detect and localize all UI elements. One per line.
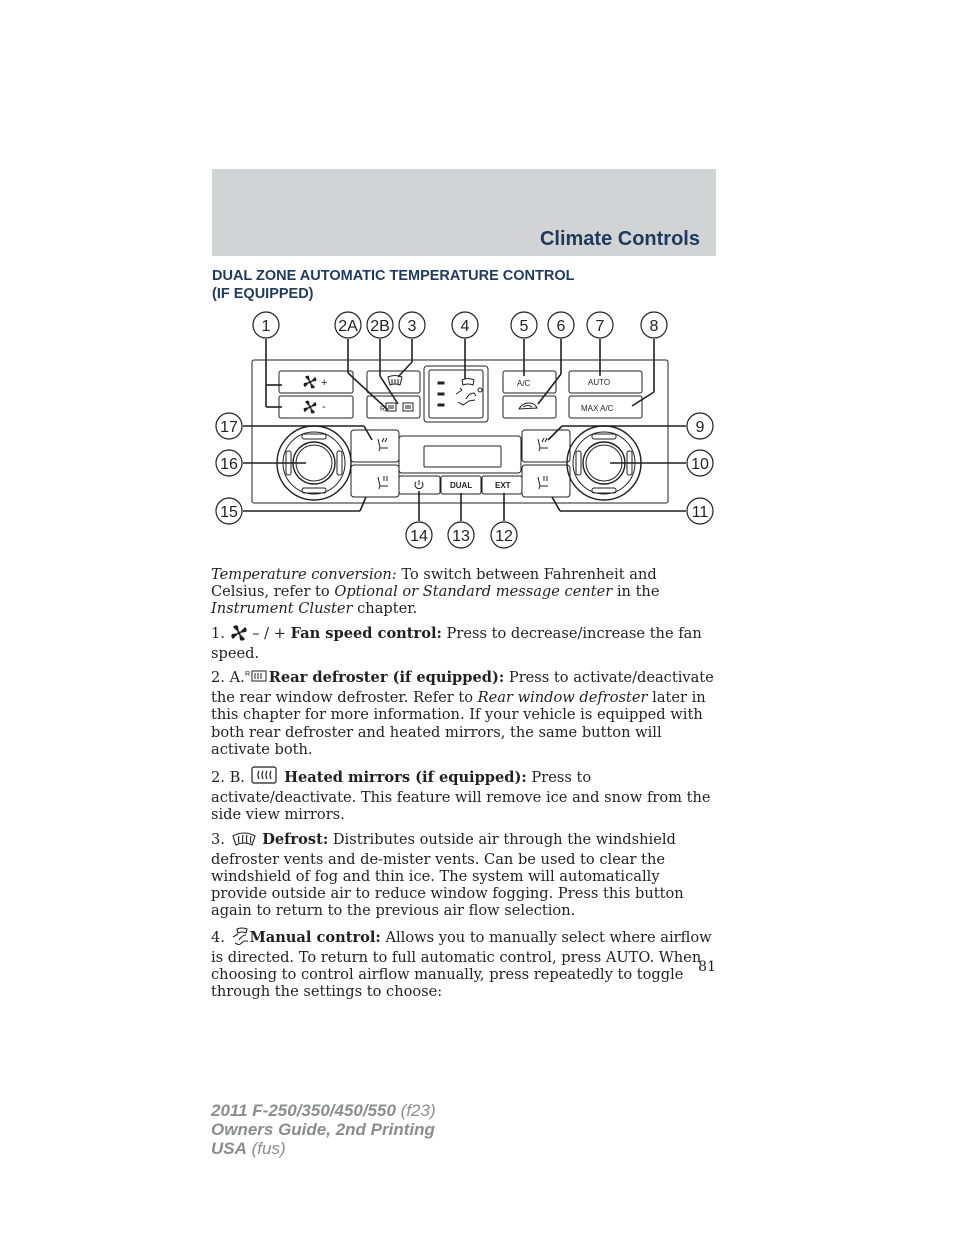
callout-label: 2B — [370, 318, 390, 335]
heated-mirror-icon — [403, 403, 413, 411]
callout-label: 6 — [556, 318, 566, 335]
ac-label: A/C — [517, 379, 531, 388]
passenger-heated-seat-button[interactable] — [522, 430, 570, 462]
heated-mirrors-paragraph: 2. B. Heated mirrors (if equipped): Press to activate/deactivate. This feature will remove ice and snow from the side view mirrors. — [211, 765, 717, 824]
fan-speed-paragraph: 1. – / + Fan speed control: Press to decrease/increase the fan speed. — [211, 624, 702, 662]
heated-mirror-icon — [250, 765, 280, 789]
fan-increase-button[interactable] — [279, 371, 353, 393]
footer-line1: 2011 F-250/350/450/550 (f23) — [211, 1101, 436, 1120]
callout-label: 12 — [495, 528, 513, 545]
callout-label: 7 — [595, 318, 605, 335]
page-number: 81 — [698, 959, 716, 975]
callout-label: 8 — [649, 318, 659, 335]
footer-line2: Owners Guide, 2nd Printing — [211, 1120, 435, 1139]
manual-airflow-icon — [230, 927, 250, 949]
callout-label: 5 — [519, 318, 529, 335]
manual-control-paragraph: 4. Manual control: Allows you to manually select where airflow is directed. To return to full automatic control, press AUTO. When choosing to control airflow manually, press repeatedly to toggle through the settings to choose: — [211, 928, 712, 1001]
callout-label: 1 — [261, 318, 271, 335]
callout-label: 16 — [220, 456, 238, 473]
fan-decrease-button[interactable] — [279, 396, 353, 418]
defrost-icon — [388, 376, 402, 386]
callout-label: 11 — [691, 504, 709, 521]
manual-airflow-icon — [456, 379, 476, 406]
defrost-icon — [230, 831, 258, 851]
callout-label: 2A — [338, 318, 358, 335]
passenger-cooled-seat-button[interactable] — [522, 465, 570, 497]
footer — [211, 1101, 436, 1158]
driver-heated-seat-button[interactable] — [351, 430, 399, 462]
callout-label: 9 — [695, 419, 705, 436]
fan-plus-label: + — [321, 377, 328, 389]
fan-minus-label: - — [322, 401, 326, 413]
page-title: Climate Controls — [539, 228, 700, 250]
climate-control-diagram — [206, 306, 726, 552]
header-band — [212, 169, 716, 256]
defrost-button[interactable] — [367, 371, 420, 393]
callout-label: 14 — [410, 528, 428, 545]
callout-label: 13 — [452, 528, 470, 545]
callout-label: 10 — [691, 456, 709, 473]
rear-defroster-paragraph: 2. A. R Rear defroster (if equipped): Press to activate/deactivate the rear window defroster. Refer to Rear window defroster later in this chapter for more information. If your vehicle is equipped with both rear defroster and heated mirrors, the same button will activate both. — [211, 669, 714, 758]
max-ac-label: MAX A/C — [581, 404, 614, 413]
callout-label: 4 — [460, 318, 470, 335]
fan-icon — [304, 376, 317, 414]
body-text — [211, 566, 717, 1007]
defrost-paragraph: 3. Defrost: Distributes outside air through the windshield defroster vents and de-mister vents. Can be used to clear the windshield of fog and thin ice. The system will automatically provide outside air to reduce window fogging. Press this button again to return to the previous air flow selection. — [211, 830, 684, 920]
auto-label: AUTO — [588, 378, 611, 387]
rear-defrost-icon — [245, 669, 269, 689]
recirculate-icon — [519, 403, 537, 409]
callout-label: 3 — [407, 318, 417, 335]
fan-icon — [230, 625, 248, 645]
rear-r-label: R — [380, 406, 386, 413]
svg-text:R: R — [244, 671, 250, 679]
power-icon — [415, 480, 423, 489]
footer-line3: USA (fus) — [211, 1139, 286, 1158]
section-heading — [212, 267, 732, 303]
temperature-conversion-paragraph: Temperature conversion: To switch between Fahrenheit and Celsius, refer to Optional or Standard message center in the Instrument Cluster chapter. — [211, 566, 660, 618]
section-heading-line1: DUAL ZONE AUTOMATIC TEMPERATURE CONTROL — [212, 268, 575, 284]
dual-label: DUAL — [450, 481, 473, 490]
callout-label: 15 — [220, 504, 238, 521]
recirculate-button[interactable] — [503, 396, 556, 418]
section-heading-line2: (IF EQUIPPED) — [212, 286, 314, 302]
ext-label: EXT — [495, 481, 511, 490]
driver-cooled-seat-button[interactable] — [351, 465, 399, 497]
callout-label: 17 — [220, 419, 238, 436]
